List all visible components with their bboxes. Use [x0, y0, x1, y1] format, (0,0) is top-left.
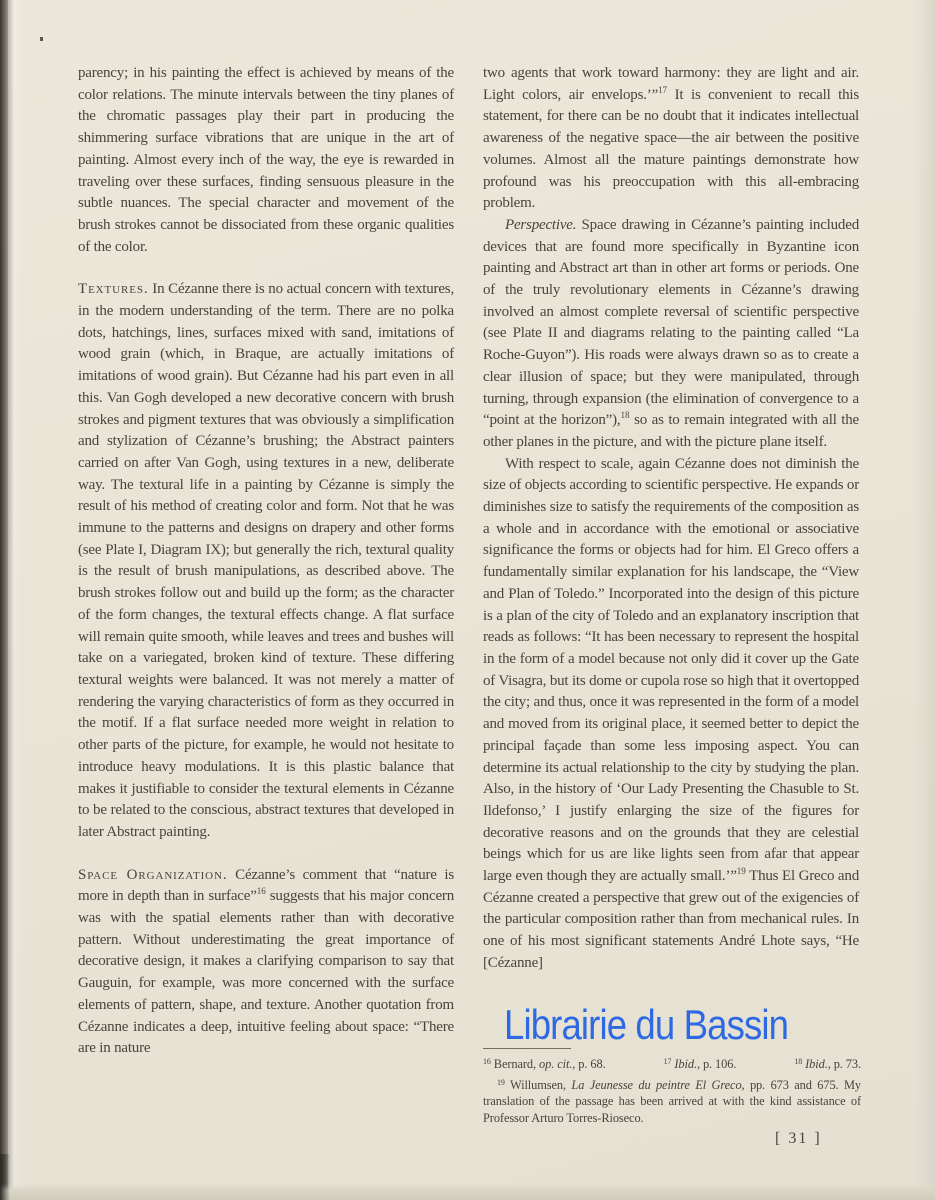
footnote-number: 16 [483, 1057, 491, 1066]
footnote-text: , pp. 673 and 675. My translation of the passage has been arrived at with the kind assistance of Professor Arturo Torres-Rioseco. [483, 1077, 861, 1125]
bookseller-watermark: Librairie du Bassin [504, 1001, 789, 1048]
page-bottom-left-corner [0, 1154, 10, 1200]
paragraph-text: It is convenient to recall this statement, for there can be no doubt that it indicates intellectual awareness of the negative space—the air between the positive volumes. Almost all the mature paintings demonstrate how profound was his preoccupation with this all-embracing problem. [483, 86, 860, 212]
paragraph-space-organization [78, 865, 454, 1060]
footnote-18 [794, 1054, 861, 1073]
footnote-16 [483, 1054, 606, 1073]
footnote-17 [664, 1054, 737, 1073]
footnote-italic-text: La Jeunesse du peintre El Greco [571, 1077, 742, 1092]
footnote-ref-19: 19 [736, 866, 746, 877]
page-left-edge-highlight [8, 0, 22, 1200]
paragraph-text: Space drawing in Cézanne’s painting included devices that are found more specifically in Byzantine icon painting and Abstract art than in other art forms or periods. One of the truly revolutionary elements in Cézanne’s drawing involved an almost complete reversal of scientific perspective (see Plate II and diagrams relating to the painting called “La Roche-Guyon”). His roads were always drawn so as to create a clear illusion of space; but they were manipulated, through turning, through expansion (the elimination of convergence to a “point at the horizon”), [483, 216, 859, 429]
footnote-text: Willumsen, [504, 1077, 572, 1092]
footnote-row [483, 1054, 861, 1073]
footnote-text: , p. 106. [696, 1057, 737, 1071]
footnote-number: 18 [794, 1057, 803, 1066]
paragraph-text: Cézanne’s comment that “nature is more in depth than in surface” [78, 866, 454, 905]
paragraph-perspective [483, 215, 859, 454]
section-head-space-organization: Space Organization. [78, 866, 228, 883]
paragraph-text: With respect to scale, again Cézanne does not diminish the size of objects according to scientific perspective. He expands or diminishes size to satisfy the requirements of the composition as a whole and in accordance with the emotional or associative significance the forms or objects had for him. El Greco offers a fundamentally similar explanation for his landscape, the “View and Plan of Toledo.” Incorporated into the design of this picture is a plan of the city of Toledo and an explanatory inscription that reads as follows: “It has been necessary to represent the hospital in the form of a model because not only did it cover up the Gate of Visagra, but its dome or cupola rose so high that it overtopped the city; and thus, once it was represented in the form of a model and moved from its original place, it seemed better to depict the principal façade than some less imposing aspect. You can determine its actual relationship to the city by studying the plan. Also, in the history of ‘Our Lady Presenting the Chasuble to St. Ildefonso,’ I justify enlarging the size of the figures for decorative reasons and on the grounds that they are celestial beings which for us are like lights seen from afar that appear large even though they are actually small.’” [483, 455, 859, 885]
footnote-italic-text: Ibid. [674, 1057, 697, 1071]
footnote-italic-text: op. cit. [539, 1057, 573, 1071]
footnotes-block [483, 1048, 861, 1126]
footnote-number: 19 [497, 1077, 505, 1087]
footnote-number: 17 [663, 1057, 672, 1066]
paragraph-transparency [78, 63, 454, 258]
footnote-text: , p. 68. [572, 1057, 606, 1071]
section-head-textures: Textures. [78, 281, 149, 298]
paragraph-text: In Cézanne there is no actual concern with textures, in the modern understanding of the term. There are no polka dots, hatchings, lines, surfaces mixed with sand, imitations of wood grain (which, in Braque, are actually imitations of imitations of wood grain). But Cézanne had his part even in all this. Van Gogh developed a new decorative concern with brush strokes and pigment textures that was obviously a simplification and stylization of Cézanne’s brushing; the Abstract painters carried on after Van Gogh, using textures in a new, deliberate way. The textural life in a painting by Cézanne is simply the result of his method of creating color and form. Not that he was immune to the patterns and designs on drapery and other forms (see Plate I, Diagram IX); but generally the rich, textural quality is the result of brush manipulations, as described above. The brush strokes follow out and build up the form; as the character of the form changes, the textural effects change. A flat surface will remain quite smooth, while leaves and trees and bushes will take on a variegated, broken kind of texture. These differing textural weights were balanced. It was not merely a matter of rendering the varying characteristics of form as they occurred in the motif. If a flat surface needed more weight in relation to other parts of the picture, for example, he would not hesitate to introduce heavy modulations. It is this plastic balance that makes it justifiable to consider the textural elements in Cézanne to be related to the conscious, abstract textures that developed in later Abstract painting. [78, 281, 454, 840]
footnote-text: , p. 73. [827, 1057, 861, 1071]
page-bottom-edge-shadow [0, 1184, 935, 1200]
paragraph-two-agents [483, 63, 859, 215]
footnote-italic-text: Ibid. [805, 1057, 828, 1071]
footnote-text: Bernard, [490, 1057, 540, 1071]
paragraph-text: suggests that his major concern was with the spatial elements rather than with decorative pattern. Without underestimating the great importance of decorative design, it makes a clarifying comparison to say that Gauguin, for example, was more concerned with the surface elements of pattern, shape, and texture. Another quotation from Cézanne indicates a deep, intuitive feeling about space: “There are in nature [78, 888, 454, 1057]
paragraph-text: so as to remain integrated with all the other planes in the picture, and with the picture plane itself. [483, 412, 859, 450]
paragraph-text: parency; in his painting the effect is achieved by means of the color relations. The minute intervals between the tiny planes of the chromatic passages play their part in producing the shimmering surface vibrations that are unique in the art of painting. Almost every inch of the way, the eye is rewarded in traveling over these surfaces, finding sensuous pleasure in the subtle nuances. The special character and movement of the brush strokes cannot be dissociated from these organic qualities of the color. [78, 65, 454, 255]
paragraph-textures [78, 279, 454, 843]
footnote-ref-17: 17 [658, 84, 668, 95]
left-column [78, 63, 454, 1060]
paragraph-text: two agents that work toward harmony: they are light and air. Light colors, air envelops.’” [483, 65, 859, 103]
page-right-edge-shadow [913, 0, 935, 1200]
section-head-perspective: Perspective. [505, 216, 577, 233]
footnote-ref-16: 16 [256, 886, 266, 897]
scan-artifact-speck [40, 37, 43, 41]
paragraph-with-respect-to-scale [483, 454, 859, 975]
right-column [483, 63, 859, 975]
paragraph-text: Thus El Greco and Cézanne created a perspective that grew out of the exigencies of the particular composition rather than from mechanical rules. In one of his most significant statements André Lhote says, “He [Cézanne] [483, 868, 859, 971]
page-number: [ 31 ] [775, 1130, 822, 1147]
footnote-ref-18: 18 [620, 410, 630, 421]
footnote-19 [483, 1075, 861, 1127]
